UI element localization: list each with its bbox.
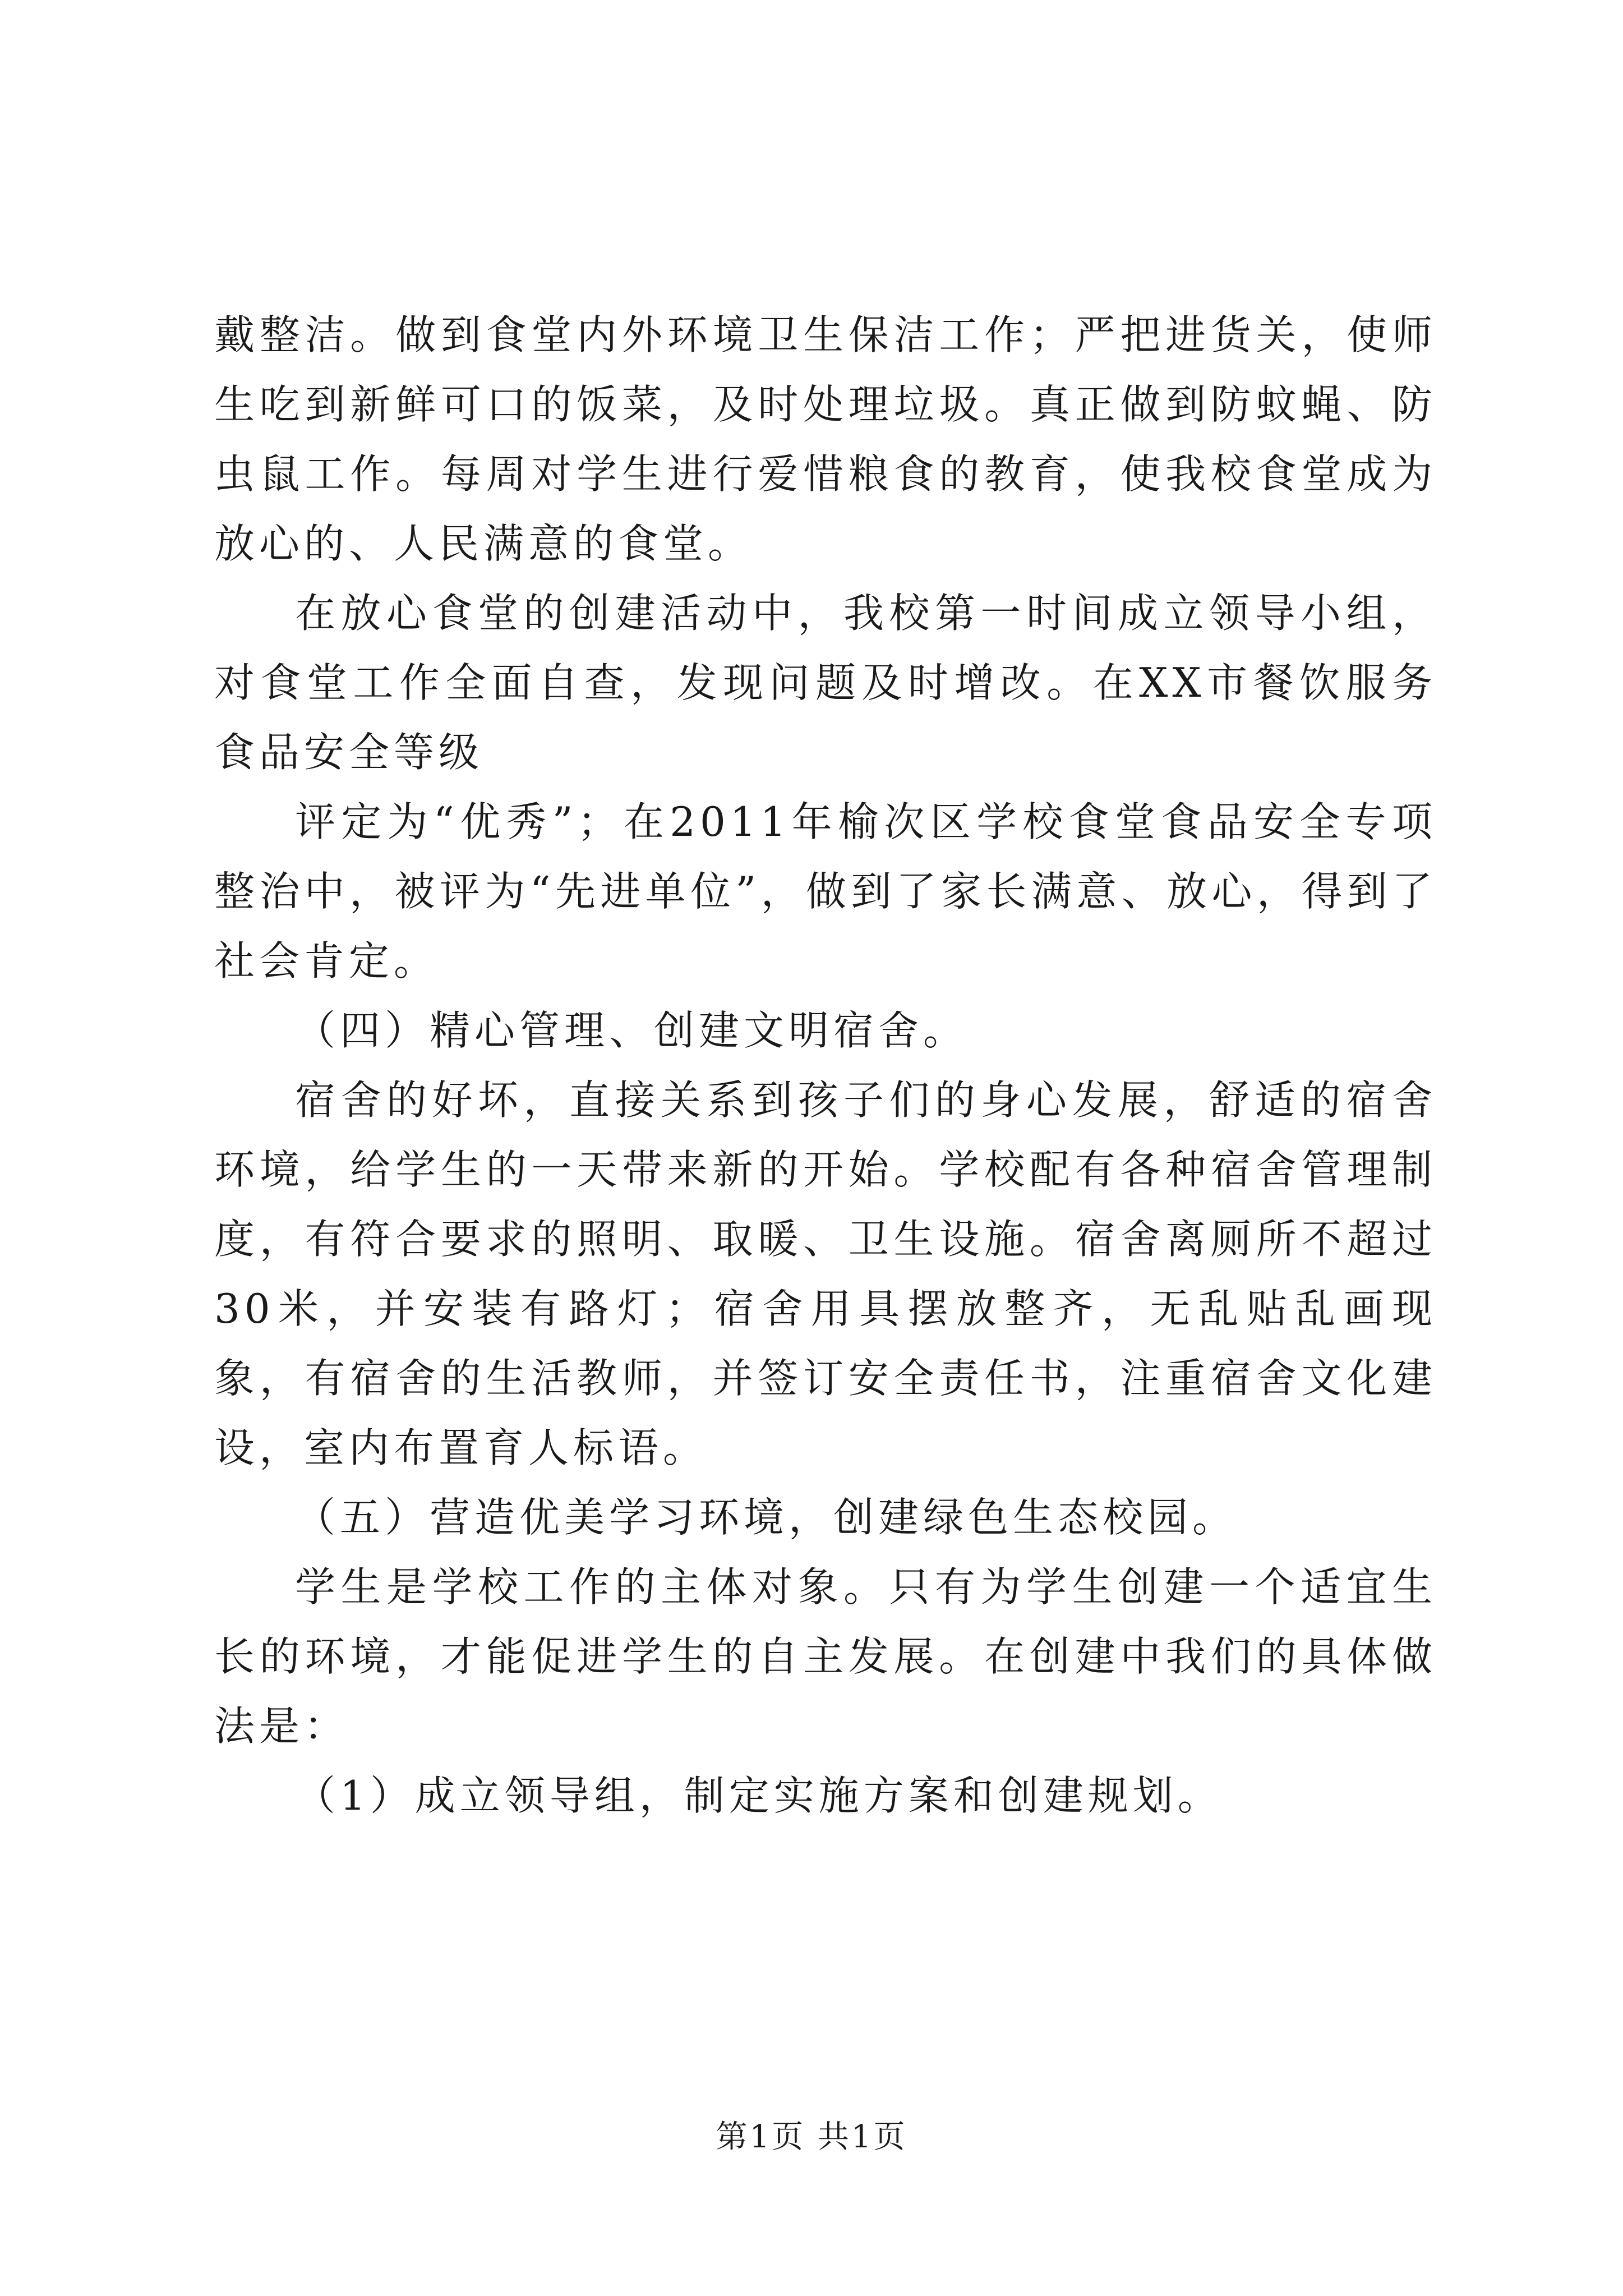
section-heading-campus-environment: （五）营造优美学习环境，创建绿色生态校园。 (295, 1494, 1238, 1541)
section-heading-dormitory: （四）精心管理、创建文明宿舍。 (295, 1007, 969, 1054)
paragraph-continuation: 戴整洁。做到食堂内外环境卫生保洁工作；严把进货关，使师生吃到新鲜可口的饭菜，及时处理垃圾。真正做到防蚊蝇、防虫鼠工作。每周对学生进行爱惜粮食的教育，使我校食堂成为放心的、人民满意的食堂。 (214, 311, 1437, 567)
paragraph-canteen-rating: 评定为“优秀”；在2011年榆次区学校食堂食品安全专项整治中，被评为“先进单位”，做到了家长满意、放心，得到了社会肯定。 (214, 798, 1437, 984)
paragraph-campus-environment: 学生是学校工作的主体对象。只有为学生创建一个适宜生长的环境，才能促进学生的自主发展。在创建中我们的具体做法是： (214, 1563, 1437, 1750)
list-item-leadership-group: （1）成立领导组，制定实施方案和创建规划。 (295, 1772, 1223, 1819)
paragraph-dormitory: 宿舍的好坏，直接关系到孩子们的身心发展，舒适的宿舍环境，给学生的一天带来新的开始。学校配有各种宿舍管理制度，有符合要求的照明、取暖、卫生设施。宿舍离厕所不超过30米，并安装有路灯；宿舍用具摆放整齐，无乱贴乱画现象，有宿舍的生活教师，并签订安全责任书，注重宿舍文化建设，室内布置育人标语。 (214, 1076, 1437, 1471)
paragraph-canteen-campaign: 在放心食堂的创建活动中，我校第一时间成立领导小组，对食堂工作全面自查，发现问题及时增改。在XX市餐饮服务食品安全等级 (214, 590, 1437, 776)
document-body (214, 300, 1437, 1830)
page-footer (0, 2118, 1623, 2157)
page-number-label: 第1页 共1页 (716, 2119, 907, 2155)
